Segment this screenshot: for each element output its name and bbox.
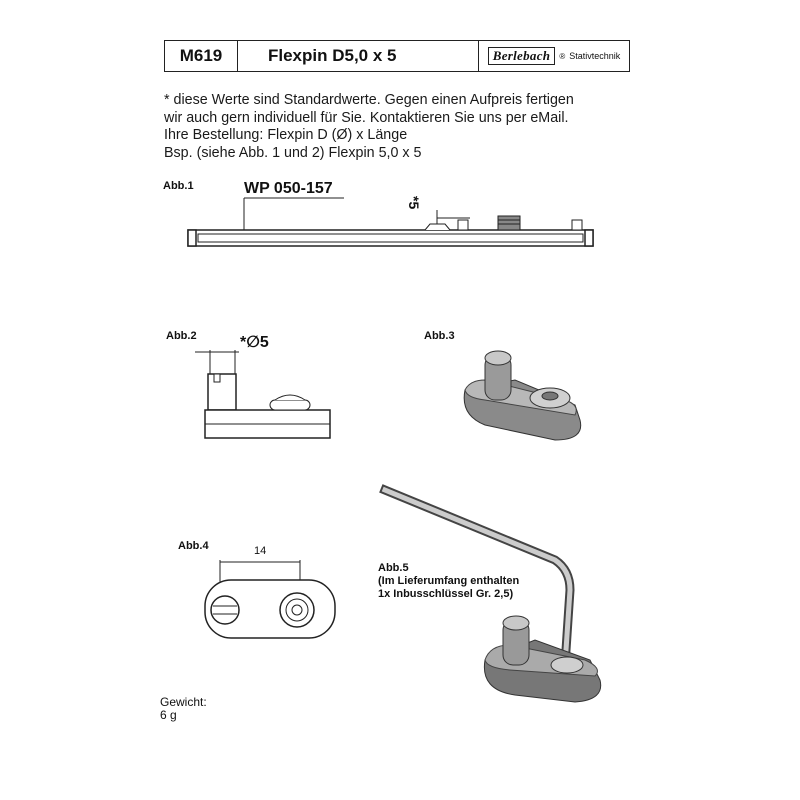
title-block — [164, 40, 630, 72]
notes-block — [164, 92, 644, 162]
figure-2-dimension: *∅5 — [240, 334, 269, 351]
figure-1-drawing — [180, 190, 600, 270]
product-title: Flexpin D5,0 x 5 — [238, 41, 479, 71]
figure-1-part-number: WP 050-157 — [244, 180, 333, 197]
note-line: wir auch gern individuell für Sie. Kontaktieren Sie uns per eMail. — [164, 109, 569, 126]
figure-4-label: Abb.4 — [178, 540, 209, 552]
figure-3-label: Abb.3 — [424, 330, 455, 342]
weight-value: 6 g — [160, 708, 177, 722]
figure-4-drawing — [195, 550, 340, 650]
figure-5-photo — [375, 480, 605, 705]
figure-5-label: Abb.5 — [378, 562, 409, 574]
figure-5-note-line-1: (Im Lieferumfang enthalten — [378, 575, 520, 587]
figure-1-label: Abb.1 — [163, 180, 194, 192]
note-line: Bsp. (siehe Abb. 1 und 2) Flexpin 5,0 x 5 — [164, 144, 422, 161]
figure-3-photo — [455, 340, 595, 450]
brand-subtitle: Stativtechnik — [569, 51, 621, 61]
note-line: Ihre Bestellung: Flexpin D (Ø) x Länge — [164, 127, 408, 143]
figure-5-note-line-2: 1x Inbusschlüssel Gr. 2,5) — [378, 588, 514, 600]
note-line: * diese Werte sind Standardwerte. Gegen einen Aufpreis fertigen — [164, 92, 574, 108]
weight-label: Gewicht: — [160, 695, 207, 709]
figure-4-dimension: 14 — [254, 545, 267, 557]
brand-logo — [479, 41, 629, 71]
figure-2-label: Abb.2 — [166, 330, 197, 342]
product-code: M619 — [165, 41, 238, 71]
figure-1-dimension: *5 — [406, 196, 422, 210]
brand-registered-mark: ® — [559, 51, 566, 61]
brand-name: Berlebach — [488, 47, 556, 65]
figure-2-drawing — [195, 340, 340, 445]
